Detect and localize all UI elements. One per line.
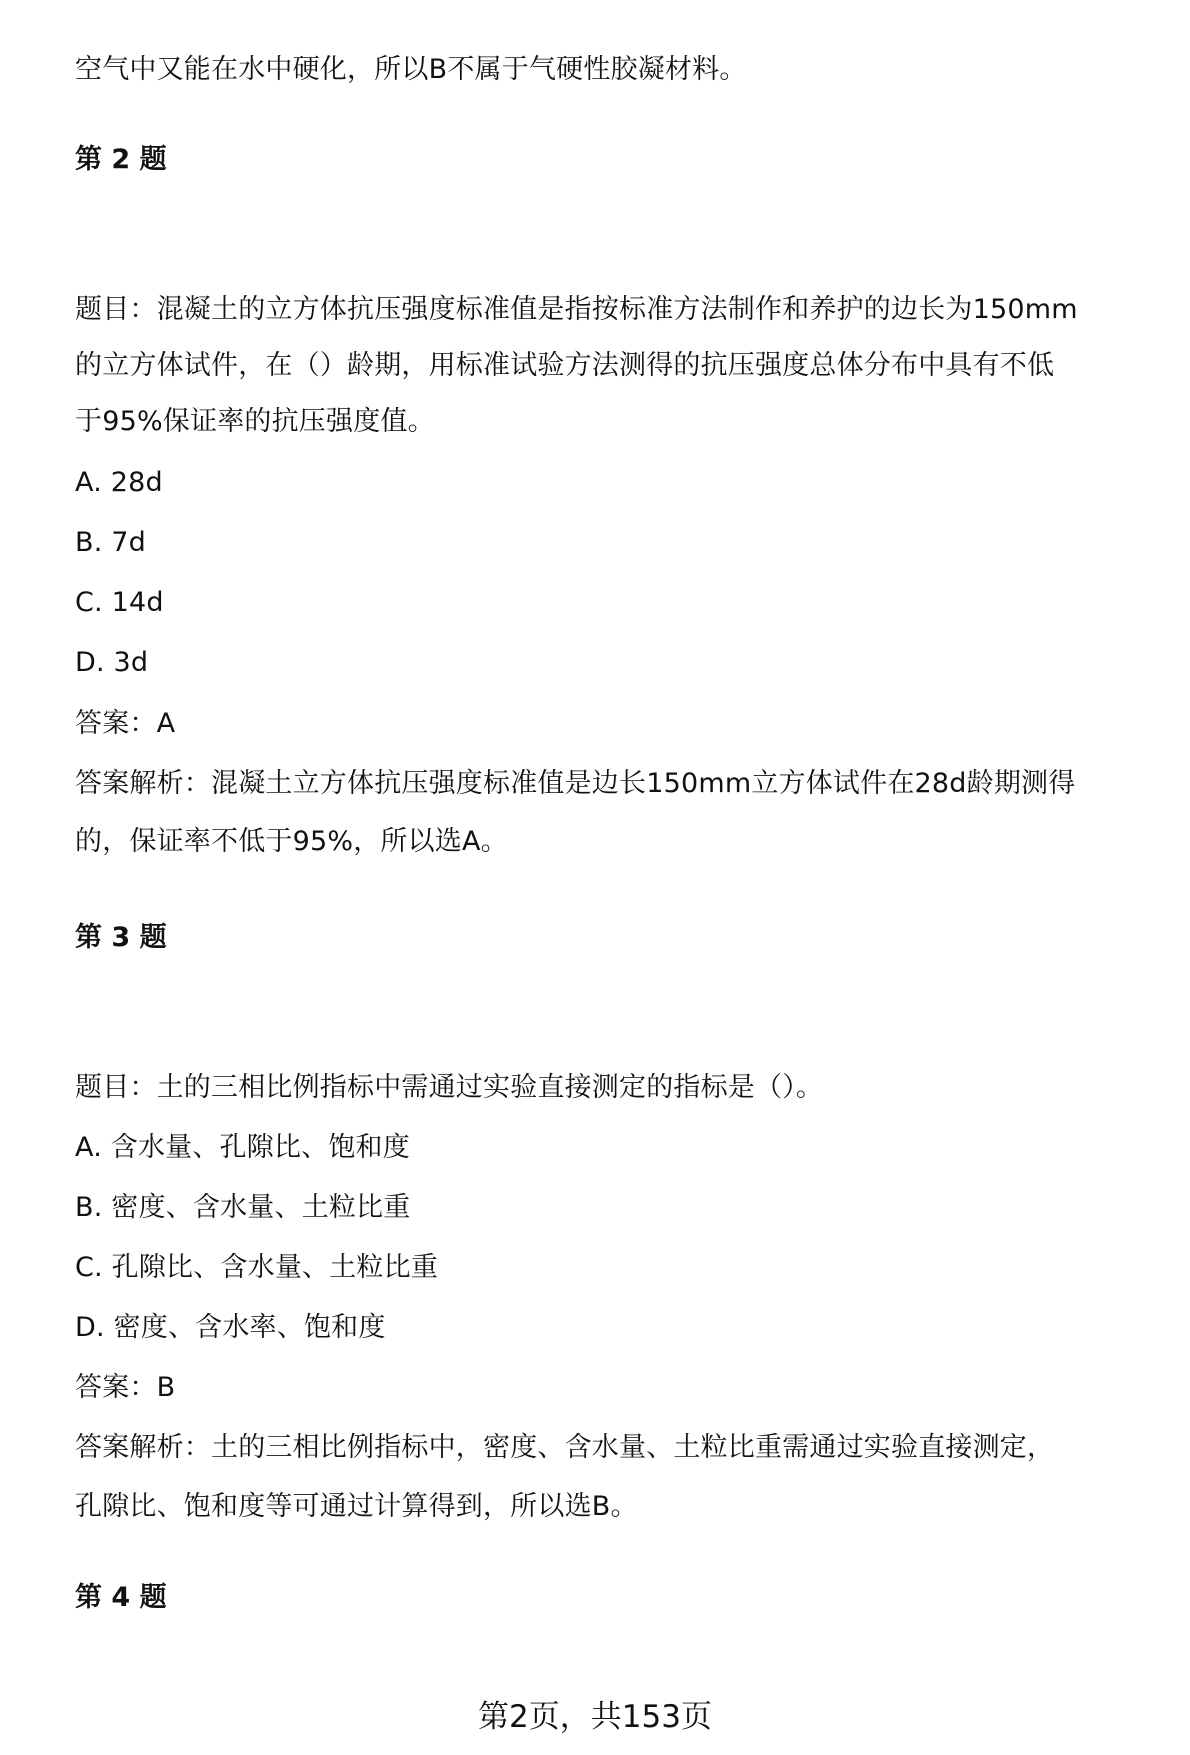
question-3-option-b: B. 密度、含水量、土粒比重 xyxy=(75,1192,411,1223)
question-2-stem-line-2: 的立方体试件，在（）龄期，用标准试验方法测得的抗压强度总体分布中具有不低 xyxy=(75,350,1055,381)
question-2-option-a: A. 28d xyxy=(75,467,163,498)
question-2-heading: 第 2 题 xyxy=(75,144,167,175)
question-3-answer: 答案：B xyxy=(75,1372,176,1403)
question-2-stem-line-3: 于95%保证率的抗压强度值。 xyxy=(75,406,435,437)
question-2-stem-line-1: 题目：混凝土的立方体抗压强度标准值是指按标准方法制作和养护的边长为150mm xyxy=(75,294,1078,325)
page-number-footer: 第2页，共153页 xyxy=(478,1699,712,1735)
question-4-heading: 第 4 题 xyxy=(75,1582,167,1613)
question-3-option-d: D. 密度、含水率、饱和度 xyxy=(75,1312,386,1343)
question-2-option-d: D. 3d xyxy=(75,647,149,678)
question-2-option-b: B. 7d xyxy=(75,527,147,558)
intro-tail-text: 空气中又能在水中硬化，所以B不属于气硬性胶凝材料。 xyxy=(75,54,747,85)
question-3-heading: 第 3 题 xyxy=(75,922,167,953)
question-3-analysis-line-1: 答案解析：土的三相比例指标中，密度、含水量、土粒比重需通过实验直接测定， xyxy=(75,1432,1055,1463)
question-3-stem-line-1: 题目：土的三相比例指标中需通过实验直接测定的指标是（）。 xyxy=(75,1072,824,1103)
question-2-option-c: C. 14d xyxy=(75,587,164,618)
question-2-analysis-line-1: 答案解析：混凝土立方体抗压强度标准值是边长150mm立方体试件在28d龄期测得 xyxy=(75,768,1076,799)
question-3-option-a: A. 含水量、孔隙比、饱和度 xyxy=(75,1132,410,1163)
question-2-analysis-line-2: 的，保证率不低于95%，所以选A。 xyxy=(75,826,508,857)
question-3-analysis-line-2: 孔隙比、饱和度等可通过计算得到，所以选B。 xyxy=(75,1491,638,1522)
question-2-answer: 答案：A xyxy=(75,708,176,739)
question-3-option-c: C. 孔隙比、含水量、土粒比重 xyxy=(75,1252,439,1283)
